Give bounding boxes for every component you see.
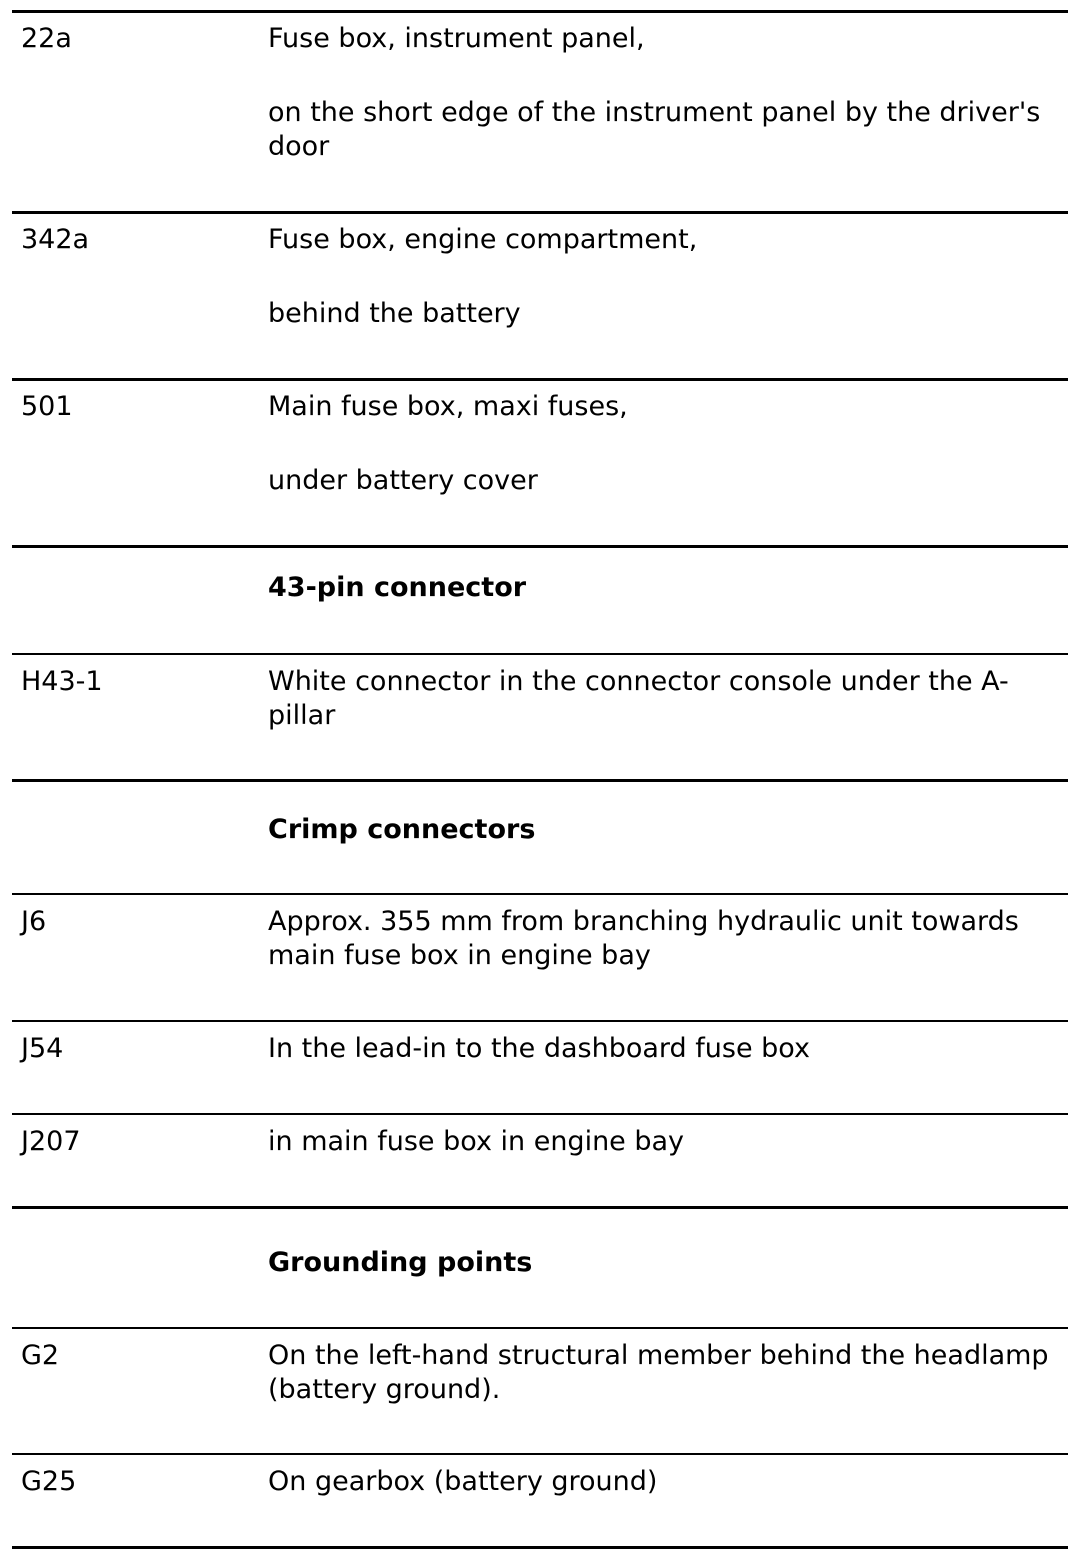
section-divider (12, 545, 1068, 548)
row-description: Approx. 355 mm from branching hydraulic unit towards main fuse box in engine bay (268, 906, 1019, 971)
row-code: H43-1 (21, 666, 103, 697)
row-description: On the left-hand structural member behind the headlamp (battery ground). (268, 1340, 1049, 1405)
section-divider (12, 1206, 1068, 1209)
section-divider (12, 779, 1068, 782)
row-divider (12, 1020, 1068, 1022)
row-divider (12, 211, 1068, 214)
row-description: Fuse box, engine compartment, (268, 224, 698, 255)
row-divider (12, 10, 1068, 13)
row-description: In the lead-in to the dashboard fuse box (268, 1033, 810, 1064)
table-bottom-border (12, 1546, 1068, 1549)
row-code: 501 (21, 391, 73, 422)
row-code: 342a (21, 224, 90, 255)
row-description: Main fuse box, maxi fuses, (268, 391, 628, 422)
row-code: 22a (21, 23, 72, 54)
row-divider (12, 1327, 1068, 1329)
row-description: On gearbox (battery ground) (268, 1466, 658, 1497)
row-divider (12, 1113, 1068, 1115)
row-code: J6 (21, 906, 47, 937)
row-code: G25 (21, 1466, 77, 1497)
row-code: J54 (21, 1033, 64, 1064)
section-heading-43-pin-connector: 43-pin connector (268, 572, 527, 603)
row-code: J207 (21, 1126, 81, 1157)
row-location: behind the battery (268, 298, 521, 329)
row-divider (12, 378, 1068, 381)
row-divider (12, 653, 1068, 655)
section-heading-grounding-points: Grounding points (268, 1247, 533, 1278)
row-location: on the short edge of the instrument panel by the driver's door (268, 97, 1041, 162)
row-location: under battery cover (268, 465, 538, 496)
section-heading-crimp-connectors: Crimp connectors (268, 814, 536, 845)
row-divider (12, 893, 1068, 895)
row-divider (12, 1453, 1068, 1455)
row-code: G2 (21, 1340, 60, 1371)
row-description: White connector in the connector console under the A-pillar (268, 666, 1009, 731)
row-description: Fuse box, instrument panel, (268, 23, 645, 54)
row-description: in main fuse box in engine bay (268, 1126, 685, 1157)
